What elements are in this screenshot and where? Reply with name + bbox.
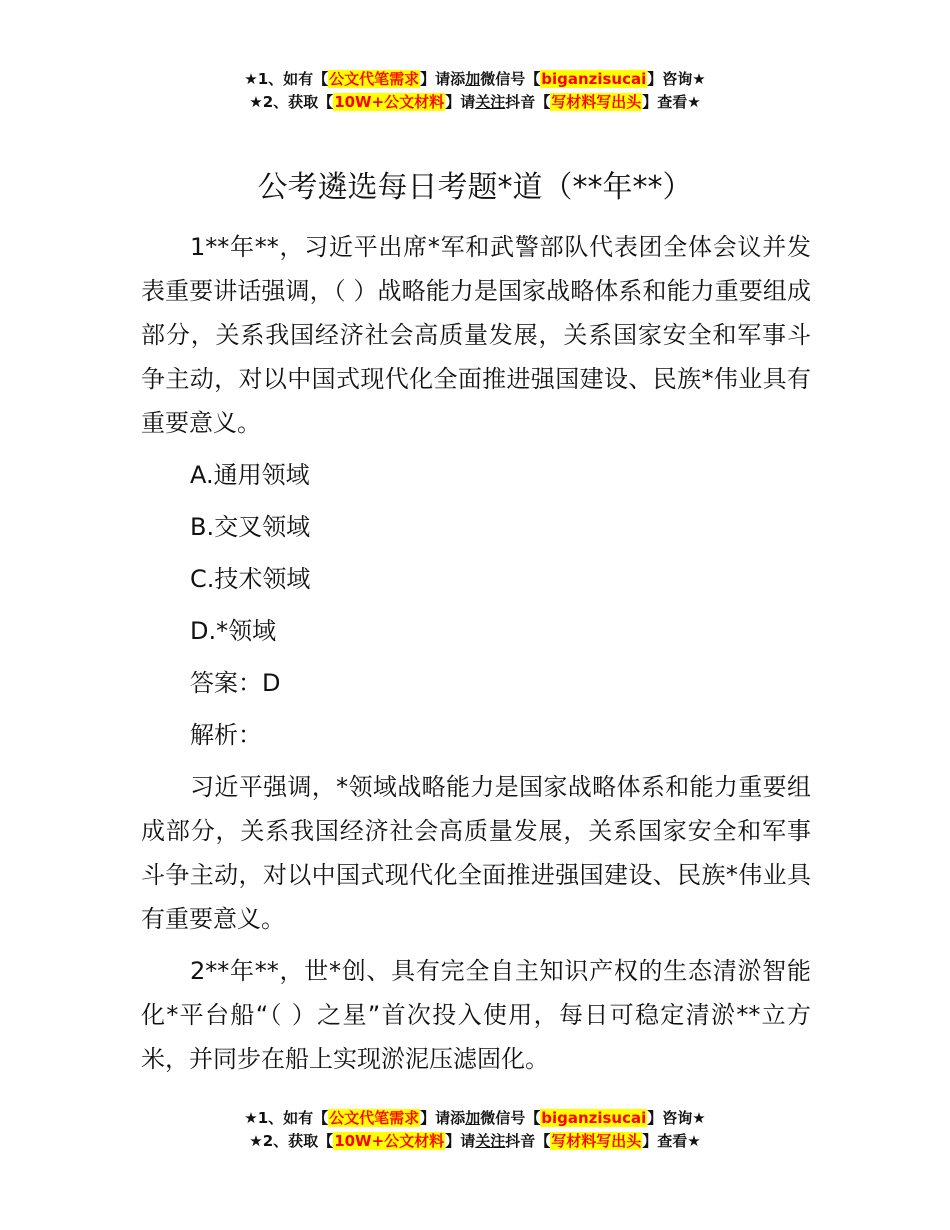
- option-b: B.交叉领域: [190, 513, 311, 541]
- banner-text: 微信号【: [480, 1109, 541, 1127]
- banner-text: ★2、获取【: [249, 1132, 334, 1150]
- document-body: [141, 225, 811, 1089]
- banner-text: 】请添: [420, 1109, 466, 1127]
- answer: 答案：D: [190, 669, 281, 697]
- banner-line-2: [0, 91, 950, 114]
- banner-text: 】请: [445, 93, 476, 111]
- banner-line-1: [0, 68, 950, 91]
- banner-text: 】请: [445, 1132, 476, 1150]
- banner-text: ★2、获取【: [249, 93, 334, 111]
- banner-highlight: 写材料写出头: [551, 93, 642, 111]
- banner-text: 】查看★: [642, 93, 701, 111]
- banner-underline: 加: [465, 1109, 481, 1127]
- footer-banner: [0, 1107, 950, 1153]
- page-title: 公考遴选每日考题*道（**年**）: [257, 170, 693, 205]
- banner-line-1: [0, 1107, 950, 1130]
- banner-text: 】请添: [420, 70, 466, 88]
- banner-underline: 关注: [475, 1132, 506, 1150]
- banner-highlight: 写材料写出头: [551, 1132, 642, 1150]
- banner-underline: 关注: [475, 93, 506, 111]
- banner-text: 】咨询★: [647, 70, 706, 88]
- question-2-stem: 2**年**，世*创、具有完全自主知识产权的生态清淤智能化*平台船“（ ）之星”首次投入使用，每日可稳定清淤**立方米，并同步在船上实现淤泥压滤固化。: [141, 957, 811, 1073]
- header-banner: [0, 68, 950, 114]
- option-c: C.技术领域: [190, 565, 311, 593]
- banner-text: 抖音【: [505, 93, 551, 111]
- analysis-label: 解析：: [190, 721, 262, 749]
- banner-highlight: 公文代笔需求: [329, 70, 420, 88]
- banner-text: 】查看★: [642, 1132, 701, 1150]
- banner-underline: 加: [465, 70, 481, 88]
- banner-text: 微信号【: [480, 70, 541, 88]
- banner-highlight: 10W+公文材料: [334, 1132, 445, 1150]
- question-1-stem: 1**年**，习近平出席*军和武警部队代表团全体会议并发表重要讲话强调，（ ）战略能力是国家战略体系和能力重要组成部分，关系我国经济社会高质量发展，关系国家安全和军事斗争主动，对以中国式现代化全面推进强国建设、民族*伟业具有重要意义。: [141, 233, 811, 437]
- option-a: A.通用领域: [190, 461, 310, 489]
- banner-line-2: [0, 1130, 950, 1153]
- banner-highlight: 公文代笔需求: [329, 1109, 420, 1127]
- banner-highlight: 10W+公文材料: [334, 93, 445, 111]
- analysis-text: 习近平强调，*领域战略能力是国家战略体系和能力重要组成部分，关系我国经济社会高质量发展，关系国家安全和军事斗争主动，对以中国式现代化全面推进强国建设、民族*伟业具有重要意义。: [141, 773, 811, 933]
- banner-text: 抖音【: [505, 1132, 551, 1150]
- option-d: D.*领域: [190, 617, 277, 645]
- banner-text: ★1、如有【: [244, 70, 329, 88]
- banner-text: ★1、如有【: [244, 1109, 329, 1127]
- banner-text: 】咨询★: [647, 1109, 706, 1127]
- banner-highlight: biganzisucai: [541, 1109, 647, 1127]
- banner-highlight: biganzisucai: [541, 70, 647, 88]
